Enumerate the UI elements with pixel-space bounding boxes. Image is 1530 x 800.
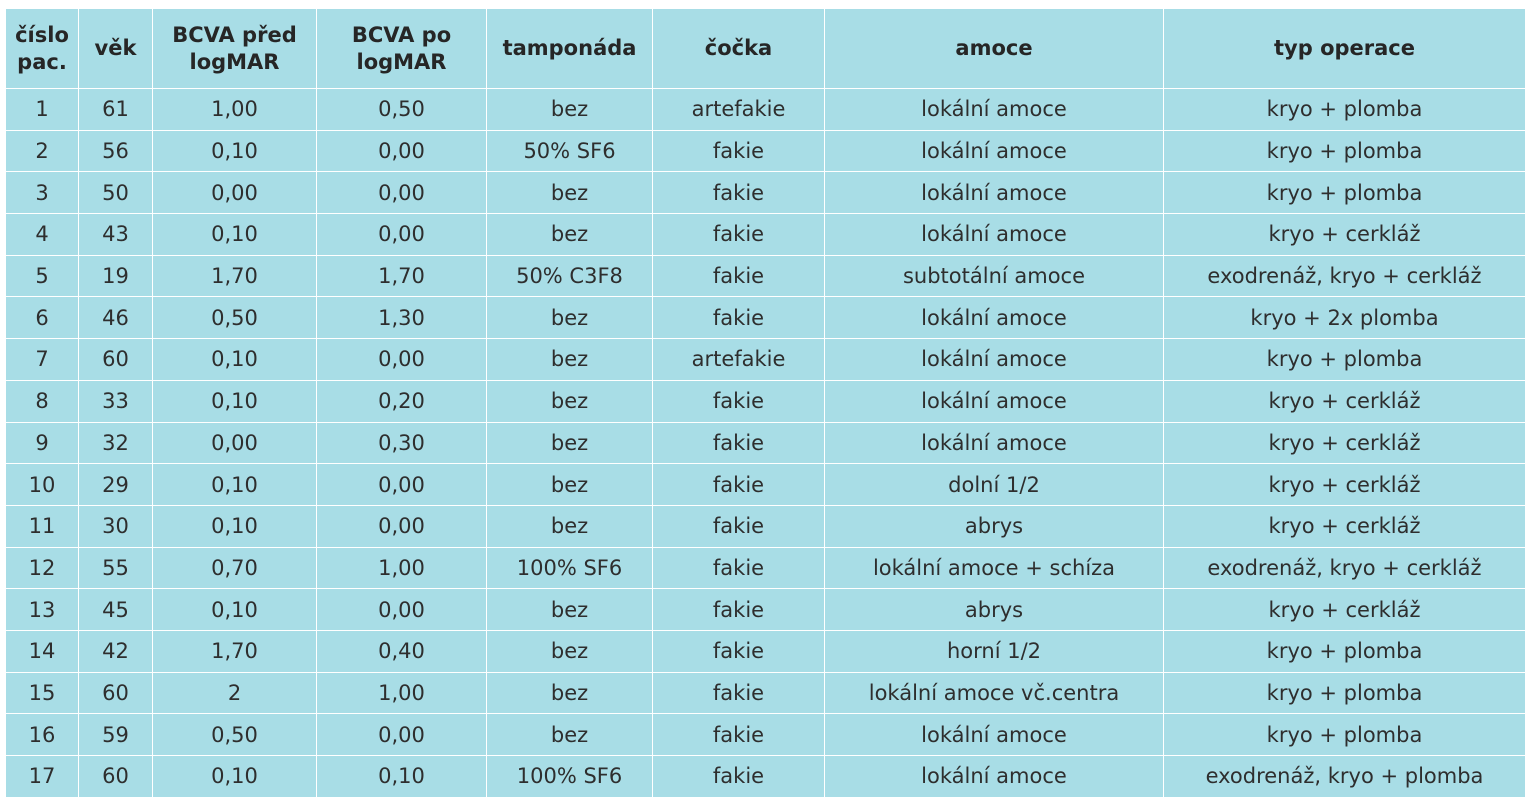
cell-bcva-before: 0,10 — [153, 756, 317, 798]
table-row — [6, 756, 1526, 798]
cell-bcva-before: 0,50 — [153, 297, 317, 339]
cell-tamponade: 100% SF6 — [487, 547, 653, 589]
table-row — [6, 255, 1526, 297]
header-patient-number: číslo pac. — [6, 9, 79, 89]
table-row — [6, 672, 1526, 714]
cell-surgery-type: kryo + cerkláž — [1164, 422, 1526, 464]
cell-surgery-type: kryo + 2x plomba — [1164, 297, 1526, 339]
cell-age: 30 — [79, 505, 153, 547]
header-bcva-before: BCVA před logMAR — [153, 9, 317, 89]
cell-age: 29 — [79, 464, 153, 506]
cell-age: 32 — [79, 422, 153, 464]
cell-lens: fakie — [653, 422, 825, 464]
cell-tamponade: bez — [487, 380, 653, 422]
header-age: věk — [79, 9, 153, 89]
cell-age: 46 — [79, 297, 153, 339]
cell-detachment: lokální amoce — [825, 422, 1164, 464]
table-row — [6, 714, 1526, 756]
cell-tamponade: bez — [487, 339, 653, 381]
cell-lens: fakie — [653, 756, 825, 798]
table-row — [6, 380, 1526, 422]
cell-detachment: lokální amoce + schíza — [825, 547, 1164, 589]
cell-bcva-before: 0,50 — [153, 714, 317, 756]
cell-age: 42 — [79, 630, 153, 672]
header-lens: čočka — [653, 9, 825, 89]
cell-lens: fakie — [653, 672, 825, 714]
cell-age: 43 — [79, 214, 153, 256]
cell-bcva-after: 0,40 — [317, 630, 487, 672]
cell-bcva-after: 0,30 — [317, 422, 487, 464]
table-row — [6, 172, 1526, 214]
cell-patient-number: 8 — [6, 380, 79, 422]
cell-patient-number: 9 — [6, 422, 79, 464]
cell-patient-number: 14 — [6, 630, 79, 672]
cell-lens: fakie — [653, 589, 825, 631]
table-row — [6, 339, 1526, 381]
cell-surgery-type: kryo + plomba — [1164, 172, 1526, 214]
table-body — [6, 89, 1526, 798]
cell-age: 50 — [79, 172, 153, 214]
cell-bcva-before: 0,10 — [153, 464, 317, 506]
cell-tamponade: 100% SF6 — [487, 756, 653, 798]
cell-patient-number: 3 — [6, 172, 79, 214]
cell-bcva-after: 0,00 — [317, 339, 487, 381]
table-header-row — [6, 9, 1526, 89]
cell-surgery-type: kryo + plomba — [1164, 339, 1526, 381]
cell-age: 60 — [79, 756, 153, 798]
cell-tamponade: 50% C3F8 — [487, 255, 653, 297]
cell-bcva-after: 0,00 — [317, 714, 487, 756]
cell-detachment: abrys — [825, 505, 1164, 547]
table-row — [6, 297, 1526, 339]
cell-detachment: lokální amoce vč.centra — [825, 672, 1164, 714]
cell-surgery-type: kryo + cerkláž — [1164, 464, 1526, 506]
cell-age: 45 — [79, 589, 153, 631]
cell-bcva-before: 0,10 — [153, 589, 317, 631]
cell-age: 59 — [79, 714, 153, 756]
cell-detachment: lokální amoce — [825, 756, 1164, 798]
cell-detachment: horní 1/2 — [825, 630, 1164, 672]
table-row — [6, 630, 1526, 672]
cell-detachment: abrys — [825, 589, 1164, 631]
header-surgery-type: typ operace — [1164, 9, 1526, 89]
cell-bcva-before: 0,00 — [153, 422, 317, 464]
cell-surgery-type: kryo + cerkláž — [1164, 380, 1526, 422]
cell-detachment: lokální amoce — [825, 297, 1164, 339]
cell-bcva-before: 2 — [153, 672, 317, 714]
cell-bcva-after: 1,30 — [317, 297, 487, 339]
cell-age: 60 — [79, 339, 153, 381]
cell-bcva-before: 1,00 — [153, 89, 317, 131]
cell-patient-number: 17 — [6, 756, 79, 798]
cell-detachment: dolní 1/2 — [825, 464, 1164, 506]
cell-surgery-type: kryo + cerkláž — [1164, 505, 1526, 547]
header-detachment: amoce — [825, 9, 1164, 89]
cell-bcva-after: 1,70 — [317, 255, 487, 297]
cell-age: 61 — [79, 89, 153, 131]
cell-bcva-after: 0,00 — [317, 464, 487, 506]
cell-tamponade: bez — [487, 672, 653, 714]
cell-surgery-type: kryo + plomba — [1164, 714, 1526, 756]
cell-lens: fakie — [653, 255, 825, 297]
cell-lens: artefakie — [653, 89, 825, 131]
cell-patient-number: 1 — [6, 89, 79, 131]
cell-bcva-before: 1,70 — [153, 255, 317, 297]
cell-patient-number: 4 — [6, 214, 79, 256]
cell-tamponade: bez — [487, 714, 653, 756]
table-row — [6, 589, 1526, 631]
cell-lens: fakie — [653, 630, 825, 672]
cell-bcva-after: 0,00 — [317, 130, 487, 172]
cell-bcva-before: 0,00 — [153, 172, 317, 214]
cell-bcva-before: 0,70 — [153, 547, 317, 589]
cell-age: 60 — [79, 672, 153, 714]
cell-tamponade: bez — [487, 89, 653, 131]
cell-tamponade: bez — [487, 172, 653, 214]
cell-tamponade: bez — [487, 589, 653, 631]
cell-tamponade: bez — [487, 630, 653, 672]
cell-age: 56 — [79, 130, 153, 172]
cell-tamponade: bez — [487, 505, 653, 547]
cell-bcva-before: 0,10 — [153, 130, 317, 172]
cell-bcva-after: 0,20 — [317, 380, 487, 422]
cell-detachment: lokální amoce — [825, 172, 1164, 214]
cell-surgery-type: kryo + cerkláž — [1164, 214, 1526, 256]
cell-bcva-after: 0,00 — [317, 505, 487, 547]
cell-patient-number: 13 — [6, 589, 79, 631]
patient-table-container — [5, 8, 1525, 798]
cell-bcva-after: 0,00 — [317, 172, 487, 214]
cell-bcva-after: 0,00 — [317, 214, 487, 256]
cell-lens: fakie — [653, 505, 825, 547]
table-row — [6, 464, 1526, 506]
cell-detachment: subtotální amoce — [825, 255, 1164, 297]
cell-surgery-type: exodrenáž, kryo + cerkláž — [1164, 255, 1526, 297]
table-row — [6, 422, 1526, 464]
cell-patient-number: 10 — [6, 464, 79, 506]
cell-detachment: lokální amoce — [825, 130, 1164, 172]
cell-lens: fakie — [653, 547, 825, 589]
cell-lens: fakie — [653, 130, 825, 172]
cell-bcva-before: 0,10 — [153, 214, 317, 256]
cell-surgery-type: kryo + plomba — [1164, 130, 1526, 172]
cell-lens: fakie — [653, 214, 825, 256]
cell-surgery-type: kryo + plomba — [1164, 672, 1526, 714]
cell-patient-number: 11 — [6, 505, 79, 547]
cell-lens: fakie — [653, 714, 825, 756]
table-row — [6, 89, 1526, 131]
cell-patient-number: 5 — [6, 255, 79, 297]
cell-bcva-before: 1,70 — [153, 630, 317, 672]
cell-tamponade: bez — [487, 422, 653, 464]
cell-age: 33 — [79, 380, 153, 422]
cell-patient-number: 16 — [6, 714, 79, 756]
cell-age: 55 — [79, 547, 153, 589]
cell-bcva-after: 1,00 — [317, 547, 487, 589]
cell-patient-number: 2 — [6, 130, 79, 172]
cell-lens: fakie — [653, 380, 825, 422]
table-row — [6, 130, 1526, 172]
cell-detachment: lokální amoce — [825, 214, 1164, 256]
cell-lens: artefakie — [653, 339, 825, 381]
cell-bcva-after: 0,50 — [317, 89, 487, 131]
cell-tamponade: bez — [487, 297, 653, 339]
cell-tamponade: bez — [487, 464, 653, 506]
cell-bcva-before: 0,10 — [153, 380, 317, 422]
cell-surgery-type: kryo + plomba — [1164, 89, 1526, 131]
cell-lens: fakie — [653, 297, 825, 339]
cell-bcva-before: 0,10 — [153, 505, 317, 547]
cell-tamponade: bez — [487, 214, 653, 256]
cell-detachment: lokální amoce — [825, 339, 1164, 381]
cell-bcva-after: 0,10 — [317, 756, 487, 798]
cell-detachment: lokální amoce — [825, 714, 1164, 756]
cell-surgery-type: exodrenáž, kryo + plomba — [1164, 756, 1526, 798]
cell-patient-number: 12 — [6, 547, 79, 589]
cell-lens: fakie — [653, 172, 825, 214]
cell-detachment: lokální amoce — [825, 380, 1164, 422]
cell-bcva-before: 0,10 — [153, 339, 317, 381]
cell-surgery-type: kryo + cerkláž — [1164, 589, 1526, 631]
cell-surgery-type: exodrenáž, kryo + cerkláž — [1164, 547, 1526, 589]
cell-patient-number: 7 — [6, 339, 79, 381]
header-tamponade: tamponáda — [487, 9, 653, 89]
cell-patient-number: 6 — [6, 297, 79, 339]
cell-age: 19 — [79, 255, 153, 297]
cell-surgery-type: kryo + plomba — [1164, 630, 1526, 672]
header-bcva-after: BCVA po logMAR — [317, 9, 487, 89]
cell-bcva-after: 0,00 — [317, 589, 487, 631]
cell-bcva-after: 1,00 — [317, 672, 487, 714]
cell-lens: fakie — [653, 464, 825, 506]
cell-tamponade: 50% SF6 — [487, 130, 653, 172]
cell-patient-number: 15 — [6, 672, 79, 714]
table-row — [6, 505, 1526, 547]
table-row — [6, 214, 1526, 256]
table-row — [6, 547, 1526, 589]
cell-detachment: lokální amoce — [825, 89, 1164, 131]
patient-table — [5, 8, 1526, 798]
